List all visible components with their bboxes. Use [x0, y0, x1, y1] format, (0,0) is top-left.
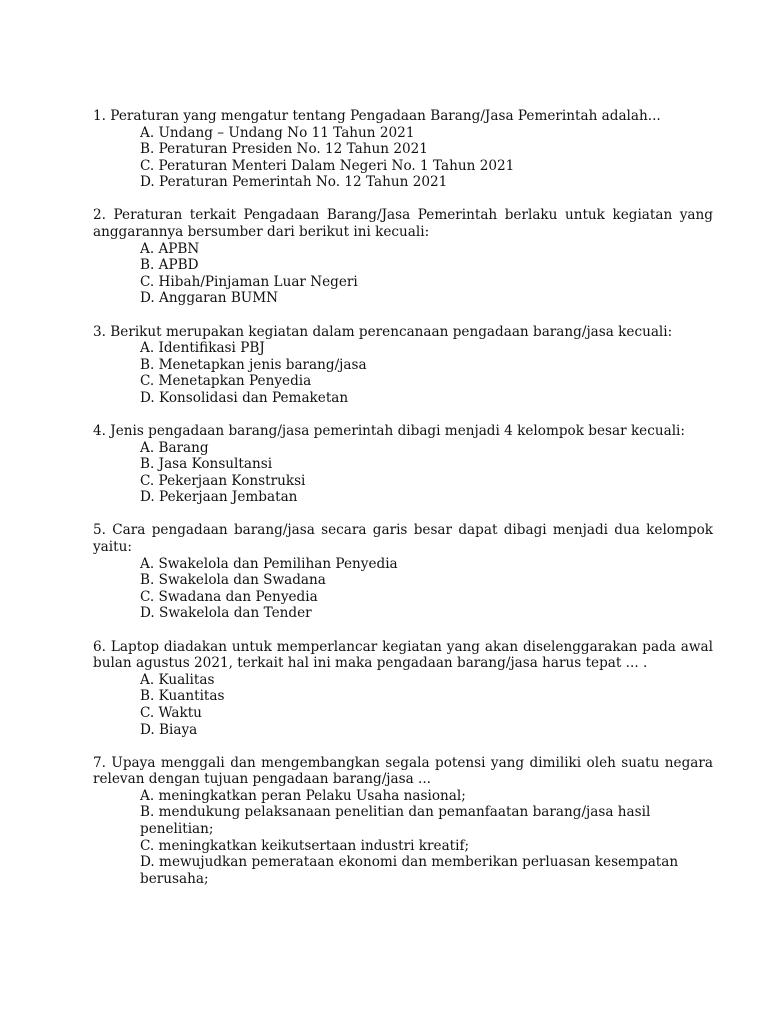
option-list — [93, 340, 713, 406]
option-b: B. mendukung pelaksanaan penelitian dan pemanfaatan barang/jasa hasil penelitian; — [140, 804, 651, 837]
option-list — [93, 556, 713, 622]
question-6 — [93, 639, 713, 739]
option-d: D. Swakelola dan Tender — [140, 605, 312, 622]
option-d: D. mewujudkan pemerataan ekonomi dan memberikan perluasan kesempatan berusaha; — [140, 854, 679, 887]
option-d: D. Pekerjaan Jembatan — [140, 489, 298, 506]
question-5 — [93, 522, 713, 622]
question-text: 6. Laptop diadakan untuk memperlancar kegiatan yang akan diselenggarakan pada awal bulan agustus 2021, terkait hal ini maka pengadaan barang/jasa harus tepat ... . — [93, 638, 713, 672]
option-b: B. Menetapkan jenis barang/jasa — [140, 356, 367, 373]
question-text: 7. Upaya menggali dan mengembangkan segala potensi yang dimiliki oleh suatu negara relevan dengan tujuan pengadaan barang/jasa ... — [93, 754, 713, 788]
option-d: D. Biaya — [140, 721, 198, 738]
question-text: 4. Jenis pengadaan barang/jasa pemerintah dibagi menjadi 4 kelompok besar kecuali: — [93, 423, 685, 439]
document-page — [93, 108, 713, 904]
option-a: A. Barang — [140, 439, 209, 456]
option-b: B. Peraturan Presiden No. 12 Tahun 2021 — [140, 141, 428, 158]
option-c: C. Hibah/Pinjaman Luar Negeri — [140, 273, 358, 290]
question-text: 3. Berikut merupakan kegiatan dalam perencanaan pengadaan barang/jasa kecuali: — [93, 323, 673, 340]
option-a: A. APBN — [140, 240, 200, 257]
question-4 — [93, 423, 713, 506]
question-7 — [93, 755, 713, 888]
option-b: B. Jasa Konsultansi — [140, 456, 273, 473]
question-2 — [93, 207, 713, 307]
option-c: C. Peraturan Menteri Dalam Negeri No. 1 Tahun 2021 — [140, 157, 515, 174]
option-list — [93, 125, 713, 191]
option-list — [93, 241, 713, 307]
question-text: 5. Cara pengadaan barang/jasa secara garis besar dapat dibagi menjadi dua kelompok yaitu: — [93, 522, 713, 556]
option-d: D. Peraturan Pemerintah No. 12 Tahun 2021 — [140, 174, 448, 191]
option-list — [93, 788, 713, 888]
option-d: D. Anggaran BUMN — [140, 290, 279, 307]
option-c: C. Pekerjaan Konstruksi — [140, 472, 306, 489]
question-1 — [93, 108, 713, 191]
option-b: B. Swakelola dan Swadana — [140, 572, 326, 589]
option-b: B. APBD — [140, 257, 199, 274]
option-c: C. Menetapkan Penyedia — [140, 373, 312, 390]
option-c: C. meningkatkan keikutsertaan industri kreatif; — [140, 837, 470, 854]
option-list — [93, 672, 713, 738]
option-a: A. Identifikasi PBJ — [140, 340, 265, 357]
option-b: B. Kuantitas — [140, 688, 225, 705]
option-c: C. Swadana dan Penyedia — [140, 588, 318, 605]
question-3 — [93, 324, 713, 407]
option-a: A. Kualitas — [140, 671, 215, 688]
question-text: 2. Peraturan terkait Pengadaan Barang/Jasa Pemerintah berlaku untuk kegiatan yang anggarannya bersumber dari berikut ini kecuali: — [93, 207, 713, 241]
option-a: A. Undang – Undang No 11 Tahun 2021 — [140, 124, 415, 141]
question-text: 1. Peraturan yang mengatur tentang Pengadaan Barang/Jasa Pemerintah adalah... — [93, 108, 661, 124]
option-a: A. meningkatkan peran Pelaku Usaha nasional; — [140, 787, 466, 804]
option-d: D. Konsolidasi dan Pemaketan — [140, 389, 349, 406]
option-a: A. Swakelola dan Pemilihan Penyedia — [140, 555, 398, 572]
option-list — [93, 440, 713, 506]
option-c: C. Waktu — [140, 704, 202, 721]
